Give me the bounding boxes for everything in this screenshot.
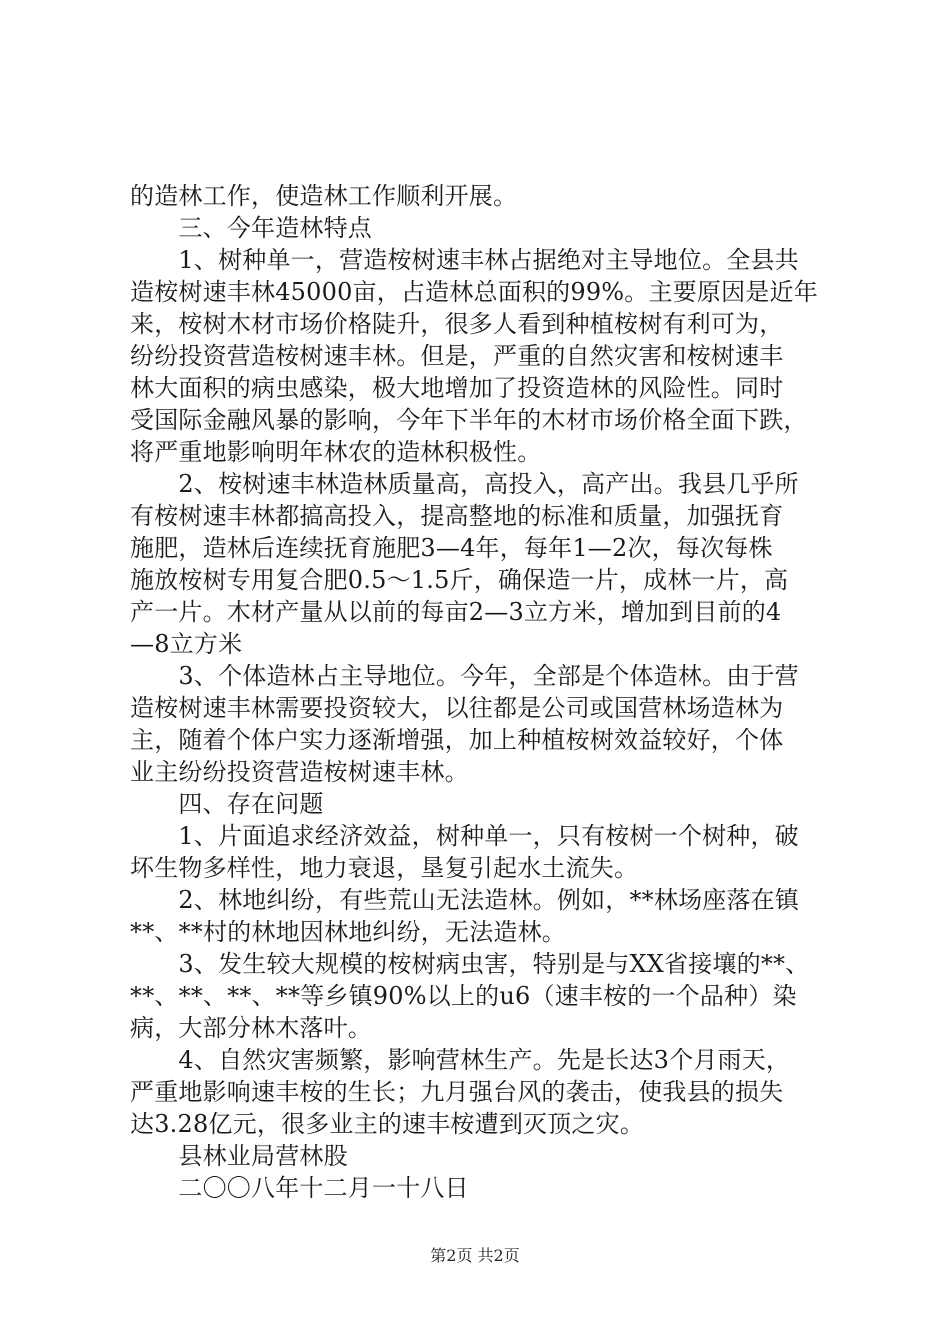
body-line: 1、片面追求经济效益，树种单一，只有桉树一个树种，破	[130, 822, 799, 850]
body-line: 3、个体造林占主导地位。今年，全部是个体造林。由于营	[130, 662, 799, 690]
body-line: 达3.28亿元，很多业主的速丰桉遭到灭顶之灾。	[130, 1110, 645, 1138]
body-line: 2、桉树速丰林造林质量高，高投入，高产出。我县几乎所	[130, 470, 799, 498]
body-line: 来，桉树木材市场价格陡升，很多人看到种植桉树有利可为，	[130, 310, 784, 338]
body-line: 受国际金融风暴的影响，今年下半年的木材市场价格全面下跌，	[130, 406, 808, 434]
body-line: 病，大部分林木落叶。	[130, 1014, 372, 1042]
page-footer: 第2页 共2页	[430, 1246, 520, 1265]
section-heading: 四、存在问题	[130, 790, 324, 818]
body-line: 林大面积的病虫感染，极大地增加了投资造林的风险性。同时	[130, 374, 784, 402]
body-line: 2、林地纠纷，有些荒山无法造林。例如，**林场座落在镇	[130, 886, 800, 914]
body-line: 有桉树速丰林都搞高投入，提高整地的标准和质量，加强抚育	[130, 502, 784, 530]
body-line: 主，随着个体户实力逐渐增强，加上种植桉树效益较好，个体	[130, 726, 784, 754]
body-line: 造桉树速丰林需要投资较大，以往都是公司或国营林场造林为	[130, 694, 784, 722]
body-line: 产一片。木材产量从以前的每亩2—3立方米，增加到目前的4	[130, 598, 782, 626]
body-line: **、**、**、**等乡镇90%以上的u6（速丰桉的一个品种）染	[130, 982, 797, 1010]
body-line: 4、自然灾害频繁，影响营林生产。先是长达3个月雨天，	[130, 1046, 791, 1074]
signature-date: 二〇〇八年十二月一十八日	[130, 1174, 469, 1202]
body-line: 纷纷投资营造桉树速丰林。但是，严重的自然灾害和桉树速丰	[130, 342, 784, 370]
signature-department: 县林业局营林股	[130, 1142, 348, 1170]
section-heading: 三、今年造林特点	[130, 214, 372, 242]
body-line: 的造林工作，使造林工作顺利开展。	[130, 182, 518, 210]
body-line: 将严重地影响明年林农的造林积极性。	[130, 438, 542, 466]
body-line: 业主纷纷投资营造桉树速丰林。	[130, 758, 469, 786]
body-line: 施肥，造林后连续抚育施肥3—4年，每年1—2次，每次每株	[130, 534, 773, 562]
body-line: 造桉树速丰林45000亩，占造林总面积的99%。主要原因是近年	[130, 278, 818, 306]
body-line: 1、树种单一，营造桉树速丰林占据绝对主导地位。全县共	[130, 246, 799, 274]
body-line: 坏生物多样性，地力衰退，垦复引起水土流失。	[130, 854, 639, 882]
body-line: 施放桉树专用复合肥0.5～1.5斤，确保造一片，成林一片，高	[130, 566, 789, 594]
body-line: 3、发生较大规模的桉树病虫害，特别是与XX省接壤的**、	[130, 950, 810, 978]
body-line: 严重地影响速丰桉的生长；九月强台风的袭击，使我县的损失	[130, 1078, 784, 1106]
body-line: **、**村的林地因林地纠纷，无法造林。	[130, 918, 566, 946]
body-line: —8立方米	[130, 630, 243, 658]
